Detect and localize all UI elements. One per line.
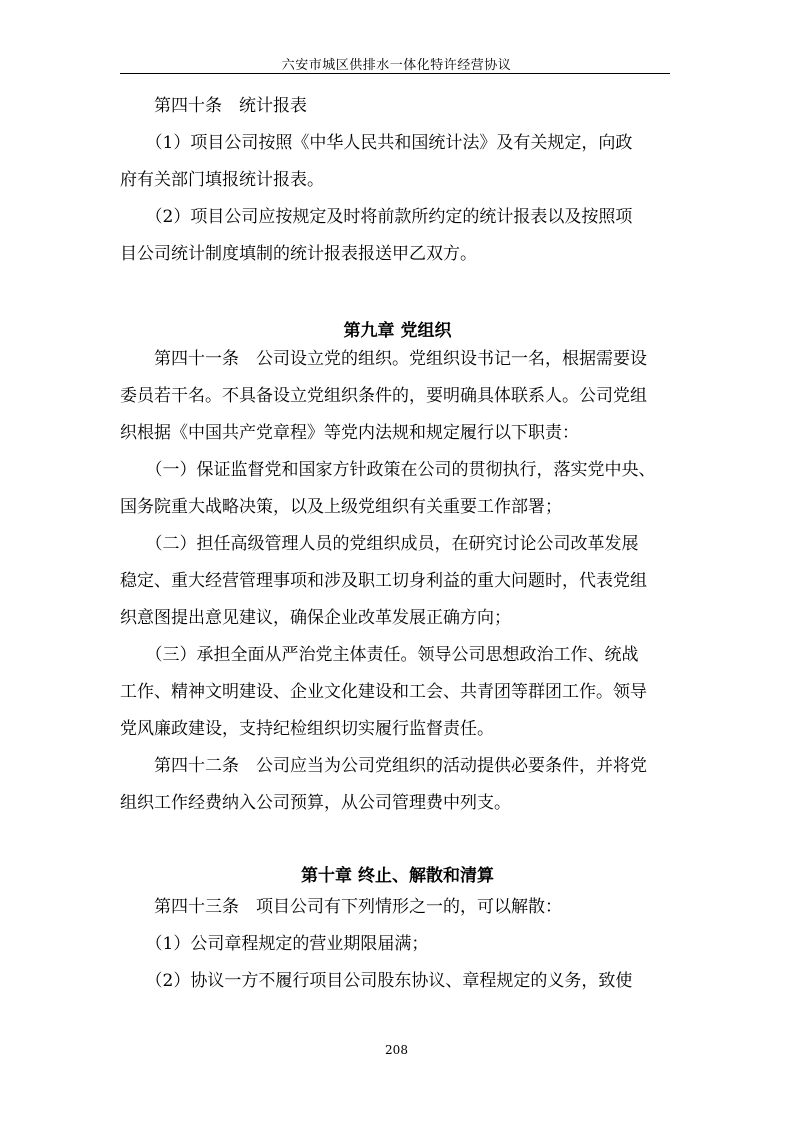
paragraph-line: 国务院重大战略决策，以及上级党组织有关重要工作部署；: [120, 497, 562, 517]
paragraph-line: 第四十条 统计报表: [120, 96, 307, 116]
paragraph-line: 稳定、重大经营管理事项和涉及职工切身利益的重大问题时，代表党组: [120, 571, 647, 591]
running-header: 六安市城区供排水一体化特许经营协议: [281, 58, 512, 73]
chapter-9-heading: 第九章 党组织: [343, 321, 452, 341]
paragraph-line: 组织工作经费纳入公司预算，从公司管理费中列支。: [120, 793, 511, 813]
header-rule: [120, 73, 670, 74]
paragraph-line: 织根据《中国共产党章程》等党内法规和规定履行以下职责：: [120, 423, 579, 443]
paragraph-line: 第四十二条 公司应当为公司党组织的活动提供必要条件，并将党: [120, 756, 647, 776]
paragraph-line: （2）协议一方不履行项目公司股东协议、章程规定的义务，致使: [120, 971, 633, 991]
paragraph-line: （二）担任高级管理人员的党组织成员，在研究讨论公司改革发展: [120, 534, 639, 554]
paragraph-line: 府有关部门填报统计报表。: [120, 170, 324, 190]
chapter-10-heading: 第十章 终止、解散和清算: [301, 866, 494, 886]
paragraph-line: 织意图提出意见建议，确保企业改革发展正确方向；: [120, 608, 511, 628]
paragraph-line: （三）承担全面从严治党主体责任。领导公司思想政治工作、统战: [120, 645, 639, 665]
paragraph-line: 目公司统计制度填制的统计报表报送甲乙双方。: [120, 244, 477, 264]
paragraph-line: （2）项目公司应按规定及时将前款所约定的统计报表以及按照项: [120, 207, 633, 227]
section-articles-41-42: [120, 341, 680, 822]
paragraph-line: 党风廉政建设，支持纪检组织切实履行监督责任。: [120, 719, 494, 739]
paragraph-line: （一）保证监督党和国家方针政策在公司的贯彻执行，落实党中央、: [120, 460, 656, 480]
paragraph-line: 委员若干名。不具备设立党组织条件的，要明确具体联系人。公司党组: [120, 386, 647, 406]
paragraph-line: （1）公司章程规定的营业期限届满；: [120, 934, 429, 954]
section-article-43: [120, 889, 680, 1000]
paragraph-line: 第四十一条 公司设立党的组织。党组织设书记一名，根据需要设: [120, 349, 647, 369]
page-number: 208: [385, 1043, 408, 1057]
paragraph-line: （1）项目公司按照《中华人民共和国统计法》及有关规定，向政: [120, 133, 633, 153]
paragraph-line: 第四十三条 项目公司有下列情形之一的，可以解散：: [120, 897, 562, 917]
section-article-40: [120, 88, 680, 273]
paragraph-line: 工作、精神文明建设、企业文化建设和工会、共青团等群团工作。领导: [120, 682, 647, 702]
